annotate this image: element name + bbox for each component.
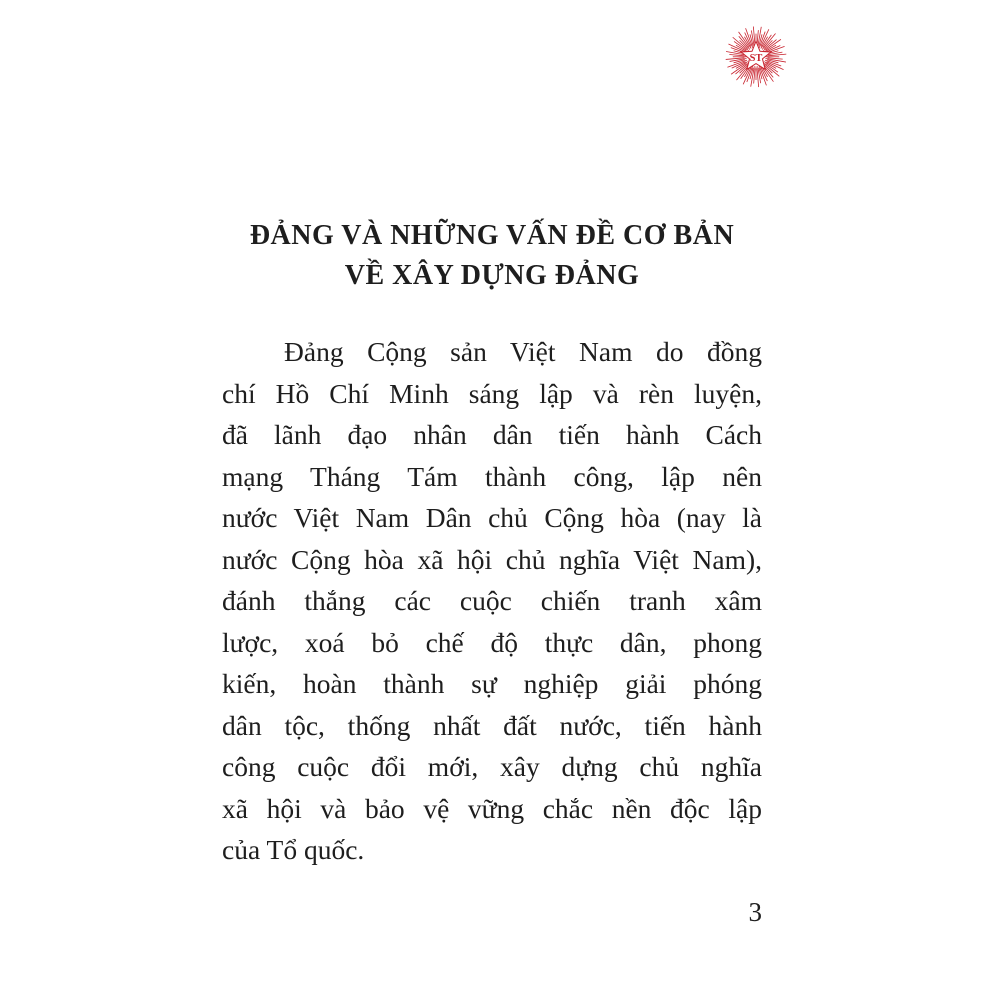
body-line: Đảng Cộng sản Việt Nam do đồng bbox=[284, 336, 762, 367]
body-line: đánh thắng các cuộc chiến tranh xâm bbox=[222, 585, 762, 616]
body-line: của Tổ quốc. bbox=[222, 834, 365, 865]
body-line: mạng Tháng Tám thành công, lập nên bbox=[222, 460, 762, 492]
chapter-title-line-2: VỀ XÂY DỰNG ĐẢNG bbox=[344, 260, 640, 291]
body-line: công cuộc đổi mới, xây dựng chủ nghĩa bbox=[222, 751, 762, 782]
body-line: nước Việt Nam Dân chủ Cộng hòa (nay là bbox=[222, 502, 762, 533]
publisher-star-logo-icon bbox=[716, 16, 796, 96]
body-line: chí Hồ Chí Minh sáng lập và rèn luyện, bbox=[222, 377, 762, 409]
body-line: đã lãnh đạo nhân dân tiến hành Cách bbox=[222, 419, 762, 450]
paragraph bbox=[222, 331, 762, 871]
body-line: dân tộc, thống nhất đất nước, tiến hành bbox=[222, 709, 762, 741]
chapter-title-line-1: ĐẢNG VÀ NHỮNG VẤN ĐỀ CƠ BẢN bbox=[249, 220, 735, 251]
body-line: xã hội và bảo vệ vững chắc nền độc lập bbox=[222, 792, 762, 824]
body-line: lược, xoá bỏ chế độ thực dân, phong bbox=[222, 626, 762, 658]
body-line: kiến, hoàn thành sự nghiệp giải phóng bbox=[222, 668, 762, 699]
body-line: nước Cộng hòa xã hội chủ nghĩa Việt Nam), bbox=[222, 543, 762, 575]
logo-monogram: ST bbox=[749, 52, 763, 64]
chapter-title bbox=[222, 216, 762, 296]
page-number: 3 bbox=[748, 897, 762, 927]
